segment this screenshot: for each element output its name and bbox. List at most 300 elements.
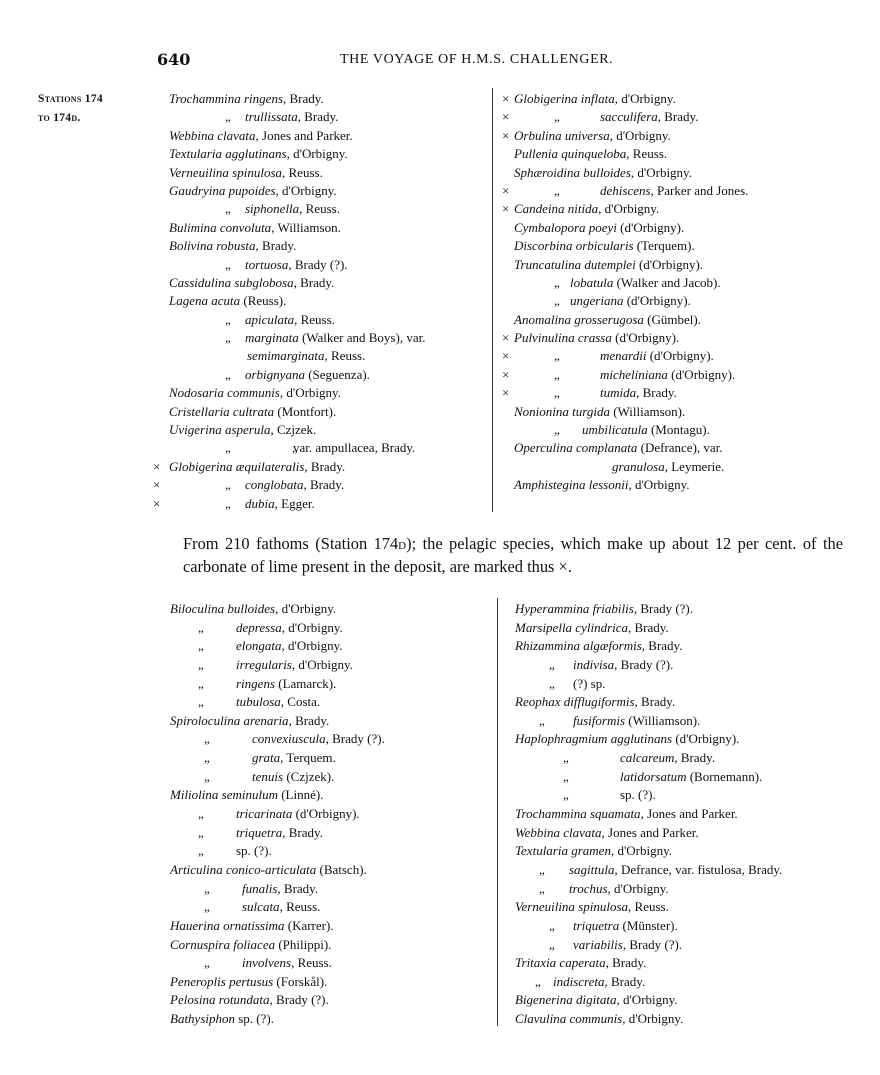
species-authority: , d'Orbigny.: [275, 182, 337, 198]
species-authority: (Philippi).: [275, 936, 332, 952]
species-name: Bolivina robusta: [169, 238, 256, 254]
species-authority: (d'Orbigny).: [667, 366, 736, 382]
species-name: lobatula: [570, 274, 614, 290]
species-authority: , Brady (?).: [269, 992, 329, 1008]
species-authority: , Brady.: [634, 694, 676, 710]
pelagic-mark: ×: [502, 127, 510, 143]
species-name: Trochammina ringens: [169, 91, 283, 106]
species-name: sulcata: [242, 899, 280, 915]
ditto-mark: „: [198, 694, 204, 710]
species-name: Pelosina rotundata: [170, 992, 270, 1008]
species-authority: , Brady.: [641, 638, 683, 654]
species-authority: , Brady (?).: [325, 731, 385, 747]
species-entry: [170, 749, 490, 768]
species-authority: (d'Orbigny).: [635, 256, 704, 272]
species-authority: , Brady.: [282, 824, 323, 840]
ditto-mark: „: [225, 201, 231, 217]
pelagic-mark: ×: [502, 385, 510, 401]
ditto-mark: „: [198, 843, 204, 859]
species-entry: [515, 805, 865, 824]
species-entry: [515, 973, 865, 992]
species-entry: [155, 366, 485, 384]
species-name: irregularis: [236, 656, 292, 672]
species-entry: [155, 90, 485, 108]
species-name: funalis: [242, 880, 278, 896]
species-entry: [515, 1010, 865, 1029]
species-entry: [500, 182, 790, 200]
species-entry: [500, 329, 790, 347]
species-entry: [155, 219, 485, 237]
species-authority: , Brady.: [657, 109, 699, 125]
ditto-mark: „: [539, 712, 545, 728]
ditto-mark: „ „: [225, 440, 298, 456]
species-entry: [155, 274, 485, 292]
species-name: calcareum: [620, 750, 675, 766]
ditto-mark: „: [549, 656, 555, 672]
species-name: Operculina complanata: [514, 440, 638, 456]
species-name: Bulimina convoluta: [169, 219, 272, 235]
species-name: Globigerina inflata: [514, 91, 615, 106]
species-name: Discorbina orbicularis: [514, 238, 634, 254]
species-authority: , Brady.: [283, 91, 324, 106]
species-authority: , Reuss.: [279, 899, 321, 915]
species-entry: [170, 619, 490, 638]
pelagic-mark: ×: [502, 366, 510, 382]
species-authority: (Montfort).: [274, 403, 337, 419]
species-authority: var. ampullacea, Brady.: [293, 440, 416, 456]
species-authority: , Leymerie.: [664, 458, 725, 474]
species-name: triquetra: [573, 917, 620, 933]
species-name: convexiuscula: [252, 731, 326, 747]
species-authority: , Reuss.: [626, 146, 668, 162]
species-authority: , Brady (?).: [614, 656, 674, 672]
species-authority: , d'Orbigny.: [275, 601, 337, 616]
species-authority: (Terquem).: [633, 238, 695, 254]
species-entry: [515, 861, 865, 880]
species-authority: , d'Orbigny.: [281, 638, 343, 654]
species-entry: [170, 991, 490, 1010]
species-entry: [500, 476, 790, 494]
species-entry: [515, 712, 865, 731]
species-authority: (Walker and Jacob).: [613, 274, 721, 290]
species-name: Hauerina ornatissima: [170, 917, 285, 933]
species-authority: , d'Orbigny.: [630, 164, 692, 180]
species-authority: (d'Orbigny).: [292, 806, 360, 822]
species-entry: [515, 656, 865, 675]
note-text-after: ); the pelagic species, which make up about 12 per cent. of the carbonate of lime present in the deposit, are marked thus ×.: [183, 534, 843, 576]
species-authority: , Brady.: [255, 238, 297, 254]
species-entry: [170, 1010, 490, 1029]
species-name: depressa: [236, 619, 282, 635]
species-entry: [515, 730, 865, 749]
species-entry: [500, 384, 790, 402]
ditto-mark: „: [198, 675, 204, 691]
species-entry: [515, 898, 865, 917]
species-entry: [155, 256, 485, 274]
species-name: Spiroloculina arenaria: [170, 712, 289, 728]
ditto-mark: „: [539, 861, 545, 877]
species-authority: , Brady.: [288, 712, 330, 728]
species-authority: (Seguenza).: [304, 366, 370, 382]
pelagic-mark: ×: [502, 348, 510, 364]
species-entry: [500, 292, 790, 310]
species-name: grata: [252, 750, 281, 766]
species-entry: [515, 637, 865, 656]
ditto-mark: „: [204, 899, 210, 915]
ditto-mark: „: [563, 750, 569, 766]
species-name: Reophax difflugiformis: [515, 694, 635, 710]
species-name: Cornuspira foliacea: [170, 936, 276, 952]
species-authority: (Forskål).: [273, 973, 328, 989]
species-authority: (Czjzek).: [283, 768, 335, 784]
species-entry: [515, 786, 865, 805]
species-entry: [155, 237, 485, 255]
species-authority: , Reuss.: [299, 201, 340, 217]
species-name: Clavulina communis: [515, 1011, 623, 1027]
species-entry: [500, 366, 790, 384]
species-authority: (Defrance), var.: [637, 440, 723, 456]
species-name: Textularia gramen: [515, 843, 611, 859]
species-name: menardii: [600, 348, 647, 364]
species-entry: [155, 182, 485, 200]
species-authority: (Batsch).: [316, 861, 367, 877]
species-name: apiculata: [245, 311, 295, 327]
species-entry: [155, 200, 485, 218]
species-entry: [500, 274, 790, 292]
station-line-2: to 174d.: [38, 112, 81, 124]
species-name: triquetra: [236, 824, 283, 840]
species-entry: [500, 145, 790, 163]
ditto-mark: „: [225, 311, 231, 327]
species-name: indivisa: [573, 656, 615, 672]
ditto-mark: „: [198, 656, 204, 672]
ditto-mark: „: [554, 385, 560, 401]
pelagic-mark: ×: [502, 109, 510, 125]
species-authority: , d'Orbigny.: [610, 843, 673, 859]
species-authority: , Brady.: [297, 109, 339, 125]
species-entry: [515, 749, 865, 768]
species-authority: (Montagu).: [647, 422, 710, 438]
species-name: Candeina nitida: [514, 201, 599, 217]
species-name: Articulina conico-articulata: [170, 861, 317, 877]
ditto-mark: „: [554, 348, 560, 364]
species-entry: [515, 954, 865, 973]
note-station-letter: d: [398, 534, 407, 553]
species-authority: , Egger.: [274, 495, 315, 511]
species-name: Pulvinulina crassa: [514, 330, 612, 346]
section1-right-list: [500, 90, 790, 495]
species-authority: , Reuss.: [294, 311, 335, 327]
species-entry: [500, 458, 790, 476]
species-authority: , Defrance, var. fistulosa, Brady.: [614, 861, 783, 877]
species-authority: , d'Orbigny.: [616, 992, 678, 1008]
station-label: [38, 90, 103, 128]
ditto-mark: „: [198, 824, 204, 840]
species-name: tortuosa: [245, 256, 289, 272]
species-entry: [155, 421, 485, 439]
species-entry: [170, 786, 490, 805]
species-name: Orbulina universa: [514, 127, 610, 143]
species-name: Globigerina æquilateralis: [169, 458, 305, 474]
species-entry: [500, 237, 790, 255]
species-entry: [515, 991, 865, 1010]
pelagic-mark: ×: [153, 495, 161, 511]
species-authority: , Reuss.: [291, 955, 332, 971]
species-authority: , Terquem.: [280, 750, 336, 766]
species-authority: , d'Orbigny.: [609, 127, 671, 143]
species-authority: (Gümbel).: [643, 311, 701, 327]
species-authority: (d'Orbigny).: [672, 731, 740, 747]
species-entry: [500, 90, 790, 108]
species-name: Cymbalopora poeyi: [514, 219, 617, 235]
species-entry: [155, 495, 485, 513]
species-name: sagittula: [569, 861, 615, 877]
species-name: ungeriana: [570, 293, 624, 309]
species-entry: [500, 256, 790, 274]
species-name: tumida: [600, 385, 637, 401]
species-name: Biloculina bulloides: [170, 601, 276, 616]
ditto-mark: „: [204, 731, 210, 747]
species-authority: (Reuss).: [240, 293, 287, 309]
species-name: elongata: [236, 638, 282, 654]
species-name: fusiformis: [573, 712, 626, 728]
species-authority: , d'Orbigny.: [607, 880, 669, 896]
species-entry: [500, 347, 790, 365]
species-name: Verneuilina spinulosa: [169, 164, 283, 180]
ditto-mark: „: [204, 768, 210, 784]
ditto-mark: „: [549, 675, 555, 691]
species-authority: (d'Orbigny).: [616, 219, 685, 235]
species-name: Verneuilina spinulosa: [515, 899, 629, 915]
species-name: dubia: [245, 495, 275, 511]
species-name: Lagena acuta: [169, 293, 241, 309]
species-entry: [155, 384, 485, 402]
section1-left-list: [155, 90, 485, 513]
species-authority: , d'Orbigny.: [281, 619, 343, 635]
ditto-mark: „: [549, 917, 555, 933]
species-entry: [500, 164, 790, 182]
species-authority: sp. (?).: [236, 843, 272, 859]
species-name: Marsipella cylindrica: [515, 619, 629, 635]
species-authority: , Reuss.: [324, 348, 366, 364]
species-name: Textularia agglutinans: [169, 146, 287, 162]
species-authority: (Williamson).: [609, 403, 686, 419]
pelagic-mark: ×: [502, 330, 510, 346]
species-authority: sp. (?).: [620, 787, 656, 803]
species-authority: , d'Orbigny.: [279, 385, 341, 401]
ditto-mark: „: [225, 366, 231, 382]
running-title: THE VOYAGE OF H.M.S. CHALLENGER.: [340, 52, 614, 67]
species-authority: , Costa.: [280, 694, 321, 710]
species-authority: , Parker and Jones.: [650, 182, 749, 198]
species-entry: [500, 108, 790, 126]
species-entry: [500, 127, 790, 145]
species-entry: [500, 311, 790, 329]
species-authority: , Jones and Parker.: [601, 824, 699, 840]
ditto-mark: „: [554, 274, 560, 290]
species-name: dehiscens: [600, 182, 651, 198]
pelagic-mark: ×: [502, 182, 510, 198]
species-authority: (Walker and Boys), var.: [298, 330, 426, 346]
species-authority: , Brady.: [304, 458, 346, 474]
species-entry: [515, 619, 865, 638]
species-authority: , d'Orbigny.: [614, 91, 676, 106]
species-name: trochus: [569, 880, 608, 896]
species-entry: [515, 842, 865, 861]
species-authority: , d'Orbigny.: [628, 477, 690, 493]
species-entry: [515, 675, 865, 694]
species-name: indiscreta: [553, 973, 605, 989]
ditto-mark: „: [198, 806, 204, 822]
ditto-mark: „: [198, 619, 204, 635]
species-name: Amphistegina lessonii: [514, 477, 629, 493]
species-entry: [155, 108, 485, 126]
ditto-mark: „: [554, 182, 560, 198]
species-name: latidorsatum: [620, 768, 687, 784]
species-name: Gaudryina pupoides: [169, 182, 276, 198]
page-header: [0, 50, 880, 74]
species-name: semimarginata: [247, 348, 325, 364]
species-entry: [170, 936, 490, 955]
ditto-mark: „: [554, 109, 560, 125]
species-name: micheliniana: [600, 366, 668, 382]
ditto-mark: „: [225, 495, 231, 511]
species-entry: [170, 675, 490, 694]
section2-left-list: [170, 600, 490, 1029]
ditto-mark: „: [198, 638, 204, 654]
species-authority: , Brady (?).: [288, 256, 348, 272]
species-name: Haplophragmium agglutinans: [515, 731, 673, 747]
note-text-before: From 210 fathoms (Station 174: [183, 534, 399, 553]
species-name: involvens: [242, 955, 292, 971]
pelagic-mark: ×: [502, 201, 510, 217]
species-entry: [170, 842, 490, 861]
species-name: Trochammina squamata: [515, 806, 641, 822]
species-name: Nodosaria communis: [169, 385, 280, 401]
ditto-mark: „: [225, 477, 231, 493]
species-authority: , Brady (?).: [633, 601, 694, 616]
ditto-mark: „: [225, 109, 231, 125]
species-entry: [170, 656, 490, 675]
species-entry: [170, 954, 490, 973]
species-authority: (Williamson).: [625, 712, 701, 728]
ditto-mark: „: [554, 422, 560, 438]
ditto-mark: „: [554, 293, 560, 309]
species-entry: [515, 693, 865, 712]
species-authority: , Brady.: [293, 274, 335, 290]
species-entry: [155, 476, 485, 494]
species-name: Sphæroidina bulloides: [514, 164, 631, 180]
ditto-mark: „: [539, 880, 545, 896]
species-name: variabilis: [573, 936, 623, 952]
species-authority: (Linné).: [277, 787, 324, 803]
species-authority: , Brady.: [636, 385, 677, 401]
species-authority: , Brady.: [277, 880, 319, 896]
species-entry: [500, 219, 790, 237]
section2-column-divider: [497, 598, 498, 1026]
species-entry: [170, 637, 490, 656]
species-entry: [170, 880, 490, 899]
species-authority: (Karrer).: [284, 917, 334, 933]
species-entry: [515, 824, 865, 843]
species-name: tubulosa: [236, 694, 281, 710]
species-authority: , d'Orbigny.: [286, 146, 348, 162]
species-name: marginata: [245, 330, 299, 346]
ditto-mark: „: [204, 955, 210, 971]
species-authority: (?) sp.: [573, 675, 606, 691]
species-authority: , Jones and Parker.: [255, 127, 353, 143]
section2-right-list: [515, 600, 865, 1029]
species-name: granulosa: [612, 458, 665, 474]
species-authority: (d'Orbigny).: [611, 330, 680, 346]
pelagic-mark: ×: [502, 91, 510, 106]
species-name: Cristellaria cultrata: [169, 403, 275, 419]
species-name: sacculifera: [600, 109, 658, 125]
species-authority: , Jones and Parker.: [640, 806, 738, 822]
species-authority: , d'Orbigny.: [598, 201, 660, 217]
species-entry: [155, 145, 485, 163]
species-entry: [155, 439, 485, 457]
species-name: tenuis: [252, 768, 284, 784]
species-entry: [170, 898, 490, 917]
species-authority: , Czjzek.: [270, 422, 317, 438]
species-name: siphonella: [245, 201, 300, 217]
species-name: Rhizammina algæformis: [515, 638, 642, 654]
species-entry: [500, 421, 790, 439]
species-name: Peneroplis pertusus: [170, 973, 274, 989]
species-entry: [170, 824, 490, 843]
species-entry: [515, 768, 865, 787]
species-entry: [170, 712, 490, 731]
species-entry: [155, 164, 485, 182]
species-name: Cassidulina subglobosa: [169, 274, 294, 290]
page-number: 640: [157, 50, 191, 69]
section1-column-divider: [492, 88, 493, 512]
species-authority: , Brady.: [605, 955, 647, 971]
species-authority: , Brady.: [303, 477, 345, 493]
species-authority: , Williamson.: [271, 219, 341, 235]
species-entry: [500, 439, 790, 457]
species-name: Bathysiphon: [170, 1011, 235, 1027]
species-entry: [170, 768, 490, 787]
species-name: Tritaxia caperata: [515, 955, 606, 971]
species-name: Miliolina seminulum: [170, 787, 278, 803]
ditto-mark: „: [535, 973, 541, 989]
species-authority: sp. (?).: [235, 1011, 274, 1027]
species-authority: , Reuss.: [628, 899, 669, 915]
species-entry: [500, 200, 790, 218]
species-entry: [155, 403, 485, 421]
species-name: conglobata: [245, 477, 304, 493]
ditto-mark: „: [204, 880, 210, 896]
ditto-mark: „: [204, 750, 210, 766]
ditto-mark: „: [563, 768, 569, 784]
species-authority: (d'Orbigny).: [623, 293, 691, 309]
species-authority: , d'Orbigny.: [291, 656, 353, 672]
species-name: Bigenerina digitata: [515, 992, 617, 1008]
species-authority: (Bornemann).: [686, 768, 763, 784]
species-entry: [170, 693, 490, 712]
species-entry: [155, 458, 485, 476]
species-entry: [170, 973, 490, 992]
species-name: Nonionina turgida: [514, 403, 610, 419]
species-authority: (d'Orbigny).: [646, 348, 714, 364]
ditto-mark: „: [225, 256, 231, 272]
species-entry: [155, 292, 485, 310]
ditto-mark: „: [563, 787, 569, 803]
species-entry: [155, 347, 485, 365]
species-authority: , Brady.: [674, 750, 716, 766]
